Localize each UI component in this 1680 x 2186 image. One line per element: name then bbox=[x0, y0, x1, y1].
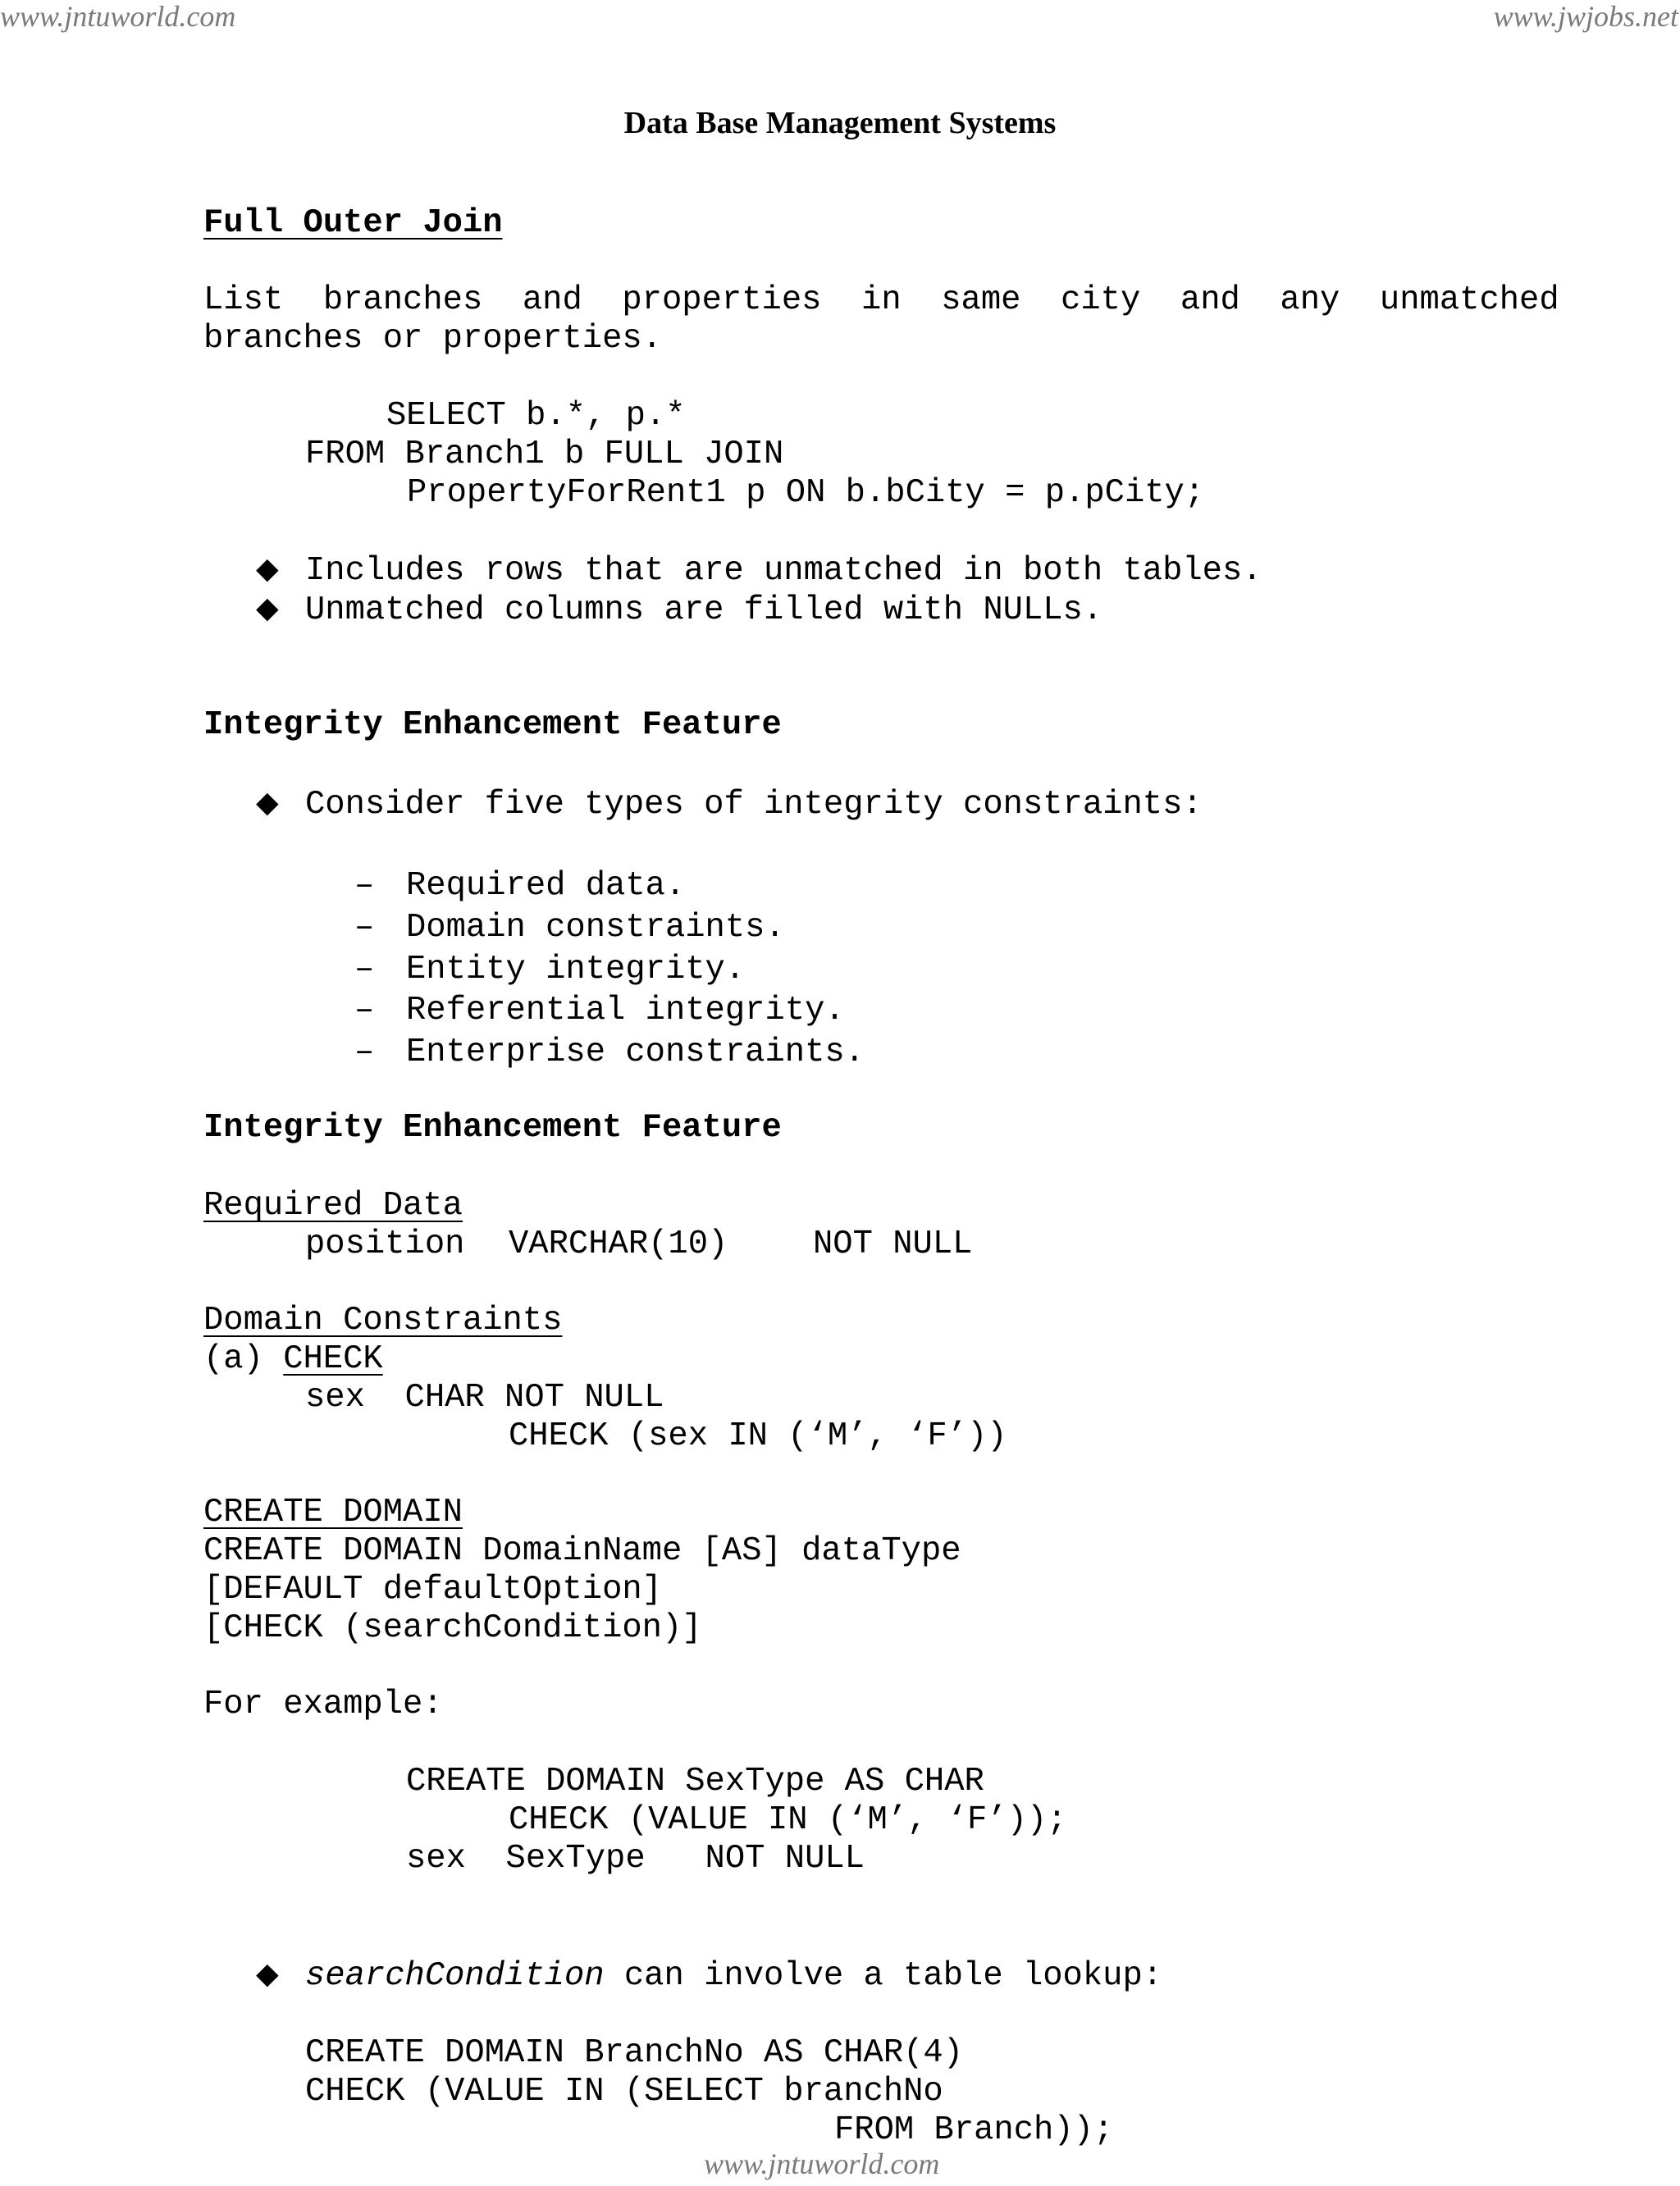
code-line: FROM Branch)); bbox=[834, 2111, 1114, 2149]
code-line: PropertyForRent1 p ON b.bCity = p.pCity; bbox=[407, 474, 1205, 512]
syntax-line: CREATE DOMAIN DomainName [AS] dataType bbox=[203, 1532, 961, 1570]
bullet-text: Consider five types of integrity constraints: bbox=[305, 786, 1203, 824]
list-item: Entity integrity. bbox=[406, 951, 746, 988]
check-label: CHECK bbox=[283, 1340, 383, 1378]
code-line: CHECK (VALUE IN (SELECT branchNo bbox=[305, 2073, 943, 2111]
diamond-bullet-icon: ◆ bbox=[256, 786, 279, 819]
search-condition-term: searchCondition bbox=[305, 1957, 605, 1995]
list-item: Required data. bbox=[406, 867, 686, 905]
diamond-bullet-icon: ◆ bbox=[256, 1957, 279, 1991]
section-heading-integrity: Integrity Enhancement Feature bbox=[203, 1109, 782, 1147]
bullet-text bbox=[305, 1957, 1163, 1995]
code-line: SELECT b.*, p.* bbox=[386, 397, 686, 435]
code-line: CHECK (sex IN (‘M’, ‘F’)) bbox=[509, 1417, 1007, 1455]
list-item: Enterprise constraints. bbox=[406, 1034, 865, 1071]
dash-bullet-icon: – bbox=[354, 867, 375, 905]
code-line: sex SexType NOT NULL bbox=[406, 1840, 865, 1878]
subheading-create-domain: CREATE DOMAIN bbox=[203, 1494, 463, 1531]
list-item: Domain constraints. bbox=[406, 909, 785, 947]
code-line: sex CHAR NOT NULL bbox=[305, 1379, 664, 1417]
check-prefix: (a) bbox=[203, 1340, 284, 1378]
check-line bbox=[203, 1340, 383, 1378]
syntax-line: [DEFAULT defaultOption] bbox=[203, 1571, 662, 1609]
description-line: List branches and properties in same city and any unmatched bbox=[203, 281, 1559, 319]
subheading-required-data: Required Data bbox=[203, 1187, 463, 1225]
column-name: position bbox=[305, 1225, 465, 1263]
dash-bullet-icon: – bbox=[354, 992, 375, 1029]
diamond-bullet-icon: ◆ bbox=[256, 552, 279, 586]
column-type: VARCHAR(10) bbox=[509, 1225, 728, 1263]
section-heading-integrity: Integrity Enhancement Feature bbox=[203, 706, 782, 744]
code-line: CREATE DOMAIN SexType AS CHAR bbox=[406, 1763, 984, 1800]
list-item: Referential integrity. bbox=[406, 992, 845, 1029]
dash-bullet-icon: – bbox=[354, 1034, 375, 1071]
dash-bullet-icon: – bbox=[354, 909, 375, 947]
bullet-text: Unmatched columns are filled with NULLs. bbox=[305, 591, 1103, 629]
description-line: branches or properties. bbox=[203, 320, 662, 358]
section-heading-full-outer-join: Full Outer Join bbox=[203, 204, 503, 242]
syntax-line: [CHECK (searchCondition)] bbox=[203, 1609, 702, 1647]
watermark-top-right: www.jwjobs.net bbox=[1493, 0, 1678, 33]
code-line: FROM Branch1 b FULL JOIN bbox=[305, 436, 784, 473]
code-line: CHECK (VALUE IN (‘M’, ‘F’)); bbox=[509, 1801, 1067, 1839]
column-constraint: NOT NULL bbox=[813, 1225, 973, 1263]
diamond-bullet-icon: ◆ bbox=[256, 591, 279, 625]
subheading-domain-constraints: Domain Constraints bbox=[203, 1302, 563, 1339]
dash-bullet-icon: – bbox=[354, 951, 375, 988]
watermark-top-left: www.jntuworld.com bbox=[0, 0, 236, 33]
page-title: Data Base Management Systems bbox=[623, 106, 1057, 140]
search-condition-rest: can involve a table lookup: bbox=[604, 1957, 1163, 1995]
watermark-bottom: www.jntuworld.com bbox=[704, 2147, 940, 2180]
code-line: CREATE DOMAIN BranchNo AS CHAR(4) bbox=[305, 2034, 964, 2072]
bullet-text: Includes rows that are unmatched in both tables. bbox=[305, 552, 1262, 590]
example-label: For example: bbox=[203, 1686, 443, 1723]
